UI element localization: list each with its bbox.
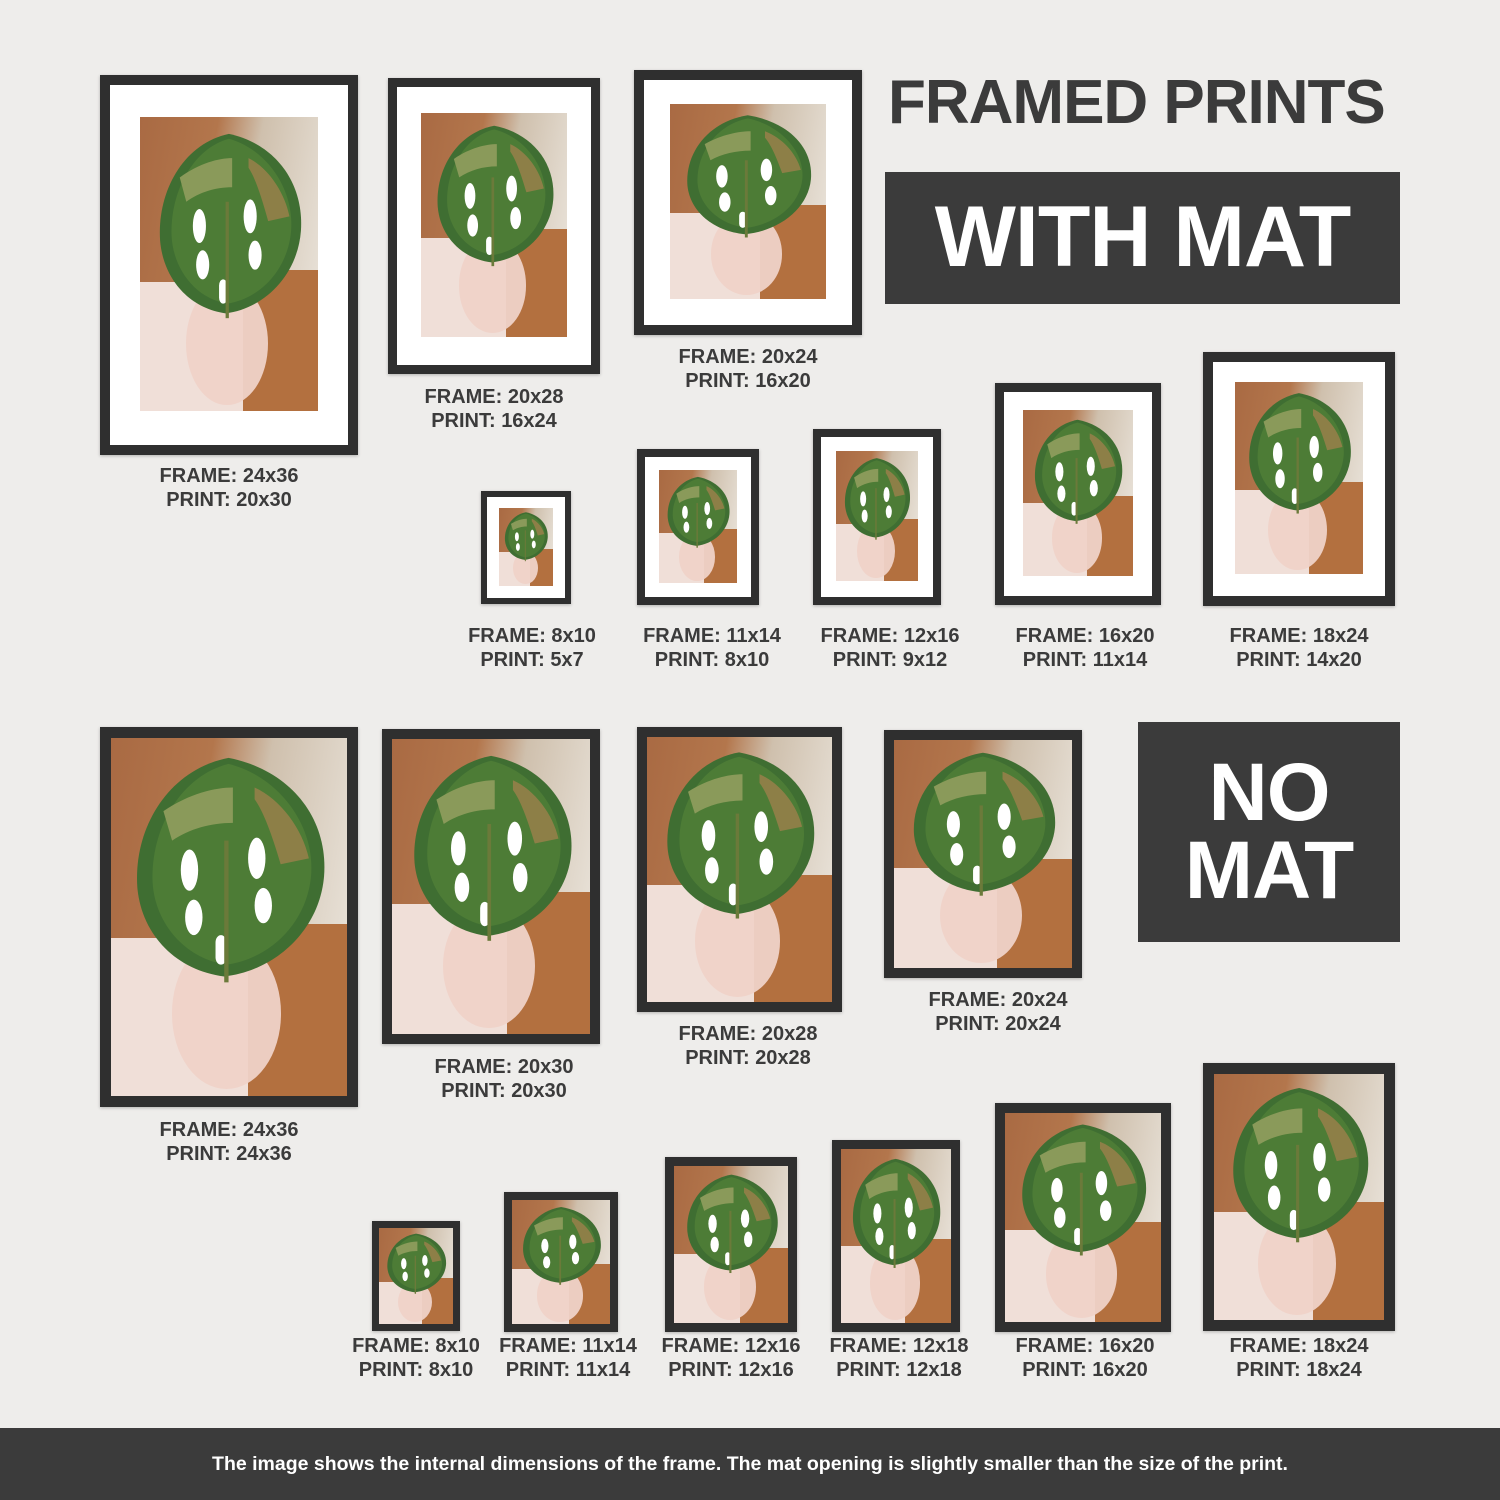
mat xyxy=(821,437,933,597)
caption-with-mat-18x24: FRAME: 18x24 PRINT: 14x20 xyxy=(1229,625,1369,672)
monstera-leaf-icon xyxy=(501,511,551,562)
no-mat-line-2: MAT xyxy=(1184,825,1354,916)
monstera-leaf-icon xyxy=(662,475,734,550)
caption-no-mat-12x18: FRAME: 12x18 PRINT: 12x18 xyxy=(829,1335,969,1382)
artwork xyxy=(421,113,567,337)
monstera-leaf-icon xyxy=(400,751,582,946)
no-mat-line-1: NO xyxy=(1208,747,1330,839)
artwork xyxy=(894,740,1072,968)
framed-print-with-mat-24x36[interactable] xyxy=(100,75,358,455)
artwork xyxy=(1005,1113,1161,1322)
monstera-leaf-icon xyxy=(654,748,824,923)
monstera-leaf-icon xyxy=(845,1156,946,1271)
framed-print-no-mat-8x10[interactable] xyxy=(372,1221,460,1331)
mat xyxy=(110,85,348,445)
monstera-leaf-icon xyxy=(839,456,914,542)
mat xyxy=(1004,392,1152,596)
framed-print-with-mat-16x20[interactable] xyxy=(995,383,1161,605)
caption-no-mat-12x16: FRAME: 12x16 PRINT: 12x16 xyxy=(661,1335,801,1382)
monstera-leaf-icon xyxy=(1221,1084,1377,1246)
framed-print-no-mat-12x18[interactable] xyxy=(832,1140,960,1332)
monstera-leaf-icon xyxy=(382,1232,450,1295)
footer-note: The image shows the internal dimensions of the frame. The mat opening is slightly smaller than the size of the print. xyxy=(0,1428,1500,1500)
framed-print-with-mat-11x14[interactable] xyxy=(637,449,759,605)
monstera-leaf-icon xyxy=(679,1172,784,1276)
section-title-no-mat xyxy=(1138,722,1400,942)
monstera-leaf-icon xyxy=(516,1205,606,1287)
framed-print-no-mat-24x36[interactable] xyxy=(100,727,358,1107)
page-title-framed-prints: FRAMED PRINTS xyxy=(888,68,1385,137)
artwork xyxy=(647,737,832,1002)
framed-print-no-mat-20x24[interactable] xyxy=(884,730,1082,978)
monstera-leaf-icon xyxy=(1011,1121,1155,1259)
page-title-with-mat: WITH MAT xyxy=(885,172,1400,304)
caption-no-mat-11x14: FRAME: 11x14 PRINT: 11x14 xyxy=(499,1335,637,1382)
framed-print-no-mat-18x24[interactable] xyxy=(1203,1063,1395,1331)
artwork xyxy=(836,451,918,581)
framed-print-no-mat-20x30[interactable] xyxy=(382,729,600,1044)
mat xyxy=(1213,362,1385,596)
caption-with-mat-8x10: FRAME: 8x10 PRINT: 5x7 xyxy=(468,625,596,672)
artwork xyxy=(674,1166,788,1323)
artwork xyxy=(392,739,590,1034)
monstera-leaf-icon xyxy=(1027,417,1128,527)
artwork xyxy=(841,1149,951,1323)
caption-with-mat-16x20: FRAME: 16x20 PRINT: 11x14 xyxy=(1015,625,1155,672)
caption-with-mat-24x36: FRAME: 24x36 PRINT: 20x30 xyxy=(159,465,299,512)
artwork xyxy=(111,738,347,1096)
framed-print-with-mat-20x24[interactable] xyxy=(634,70,862,335)
monstera-leaf-icon xyxy=(1240,390,1358,517)
caption-no-mat-20x30: FRAME: 20x30 PRINT: 20x30 xyxy=(434,1056,574,1103)
caption-no-mat-16x20: FRAME: 16x20 PRINT: 16x20 xyxy=(1015,1335,1155,1382)
framed-print-with-mat-18x24[interactable] xyxy=(1203,352,1395,606)
mat xyxy=(645,457,751,597)
monstera-leaf-icon xyxy=(676,112,820,241)
framed-print-no-mat-11x14[interactable] xyxy=(504,1192,618,1332)
monstera-leaf-icon xyxy=(901,749,1065,899)
monstera-leaf-icon xyxy=(120,752,337,988)
monstera-leaf-icon xyxy=(147,129,311,323)
artwork xyxy=(1235,382,1363,574)
caption-with-mat-20x28: FRAME: 20x28 PRINT: 16x24 xyxy=(424,386,564,433)
framed-print-no-mat-20x28[interactable] xyxy=(637,727,842,1012)
monstera-leaf-icon xyxy=(427,122,561,270)
artwork xyxy=(670,104,826,299)
caption-with-mat-11x14: FRAME: 11x14 PRINT: 8x10 xyxy=(643,625,781,672)
framed-print-with-mat-8x10[interactable] xyxy=(481,491,571,604)
artwork xyxy=(140,117,318,411)
artwork xyxy=(379,1228,453,1324)
caption-no-mat-18x24: FRAME: 18x24 PRINT: 18x24 xyxy=(1229,1335,1369,1382)
framed-print-no-mat-16x20[interactable] xyxy=(995,1103,1171,1332)
artwork xyxy=(1214,1074,1384,1320)
framed-print-with-mat-12x16[interactable] xyxy=(813,429,941,605)
artwork xyxy=(1023,410,1133,576)
caption-no-mat-20x24: FRAME: 20x24 PRINT: 20x24 xyxy=(928,989,1068,1036)
artwork xyxy=(512,1200,610,1324)
mat xyxy=(644,80,852,325)
framed-print-with-mat-20x28[interactable] xyxy=(388,78,600,374)
caption-with-mat-20x24: FRAME: 20x24 PRINT: 16x20 xyxy=(678,346,818,393)
mat xyxy=(487,497,565,598)
caption-no-mat-24x36: FRAME: 24x36 PRINT: 24x36 xyxy=(159,1119,299,1166)
artwork xyxy=(499,508,553,586)
mat xyxy=(397,87,591,365)
framed-print-no-mat-12x16[interactable] xyxy=(665,1157,797,1332)
caption-no-mat-20x28: FRAME: 20x28 PRINT: 20x28 xyxy=(678,1023,818,1070)
artwork xyxy=(659,470,737,583)
caption-no-mat-8x10: FRAME: 8x10 PRINT: 8x10 xyxy=(352,1335,480,1382)
caption-with-mat-12x16: FRAME: 12x16 PRINT: 9x12 xyxy=(820,625,960,672)
